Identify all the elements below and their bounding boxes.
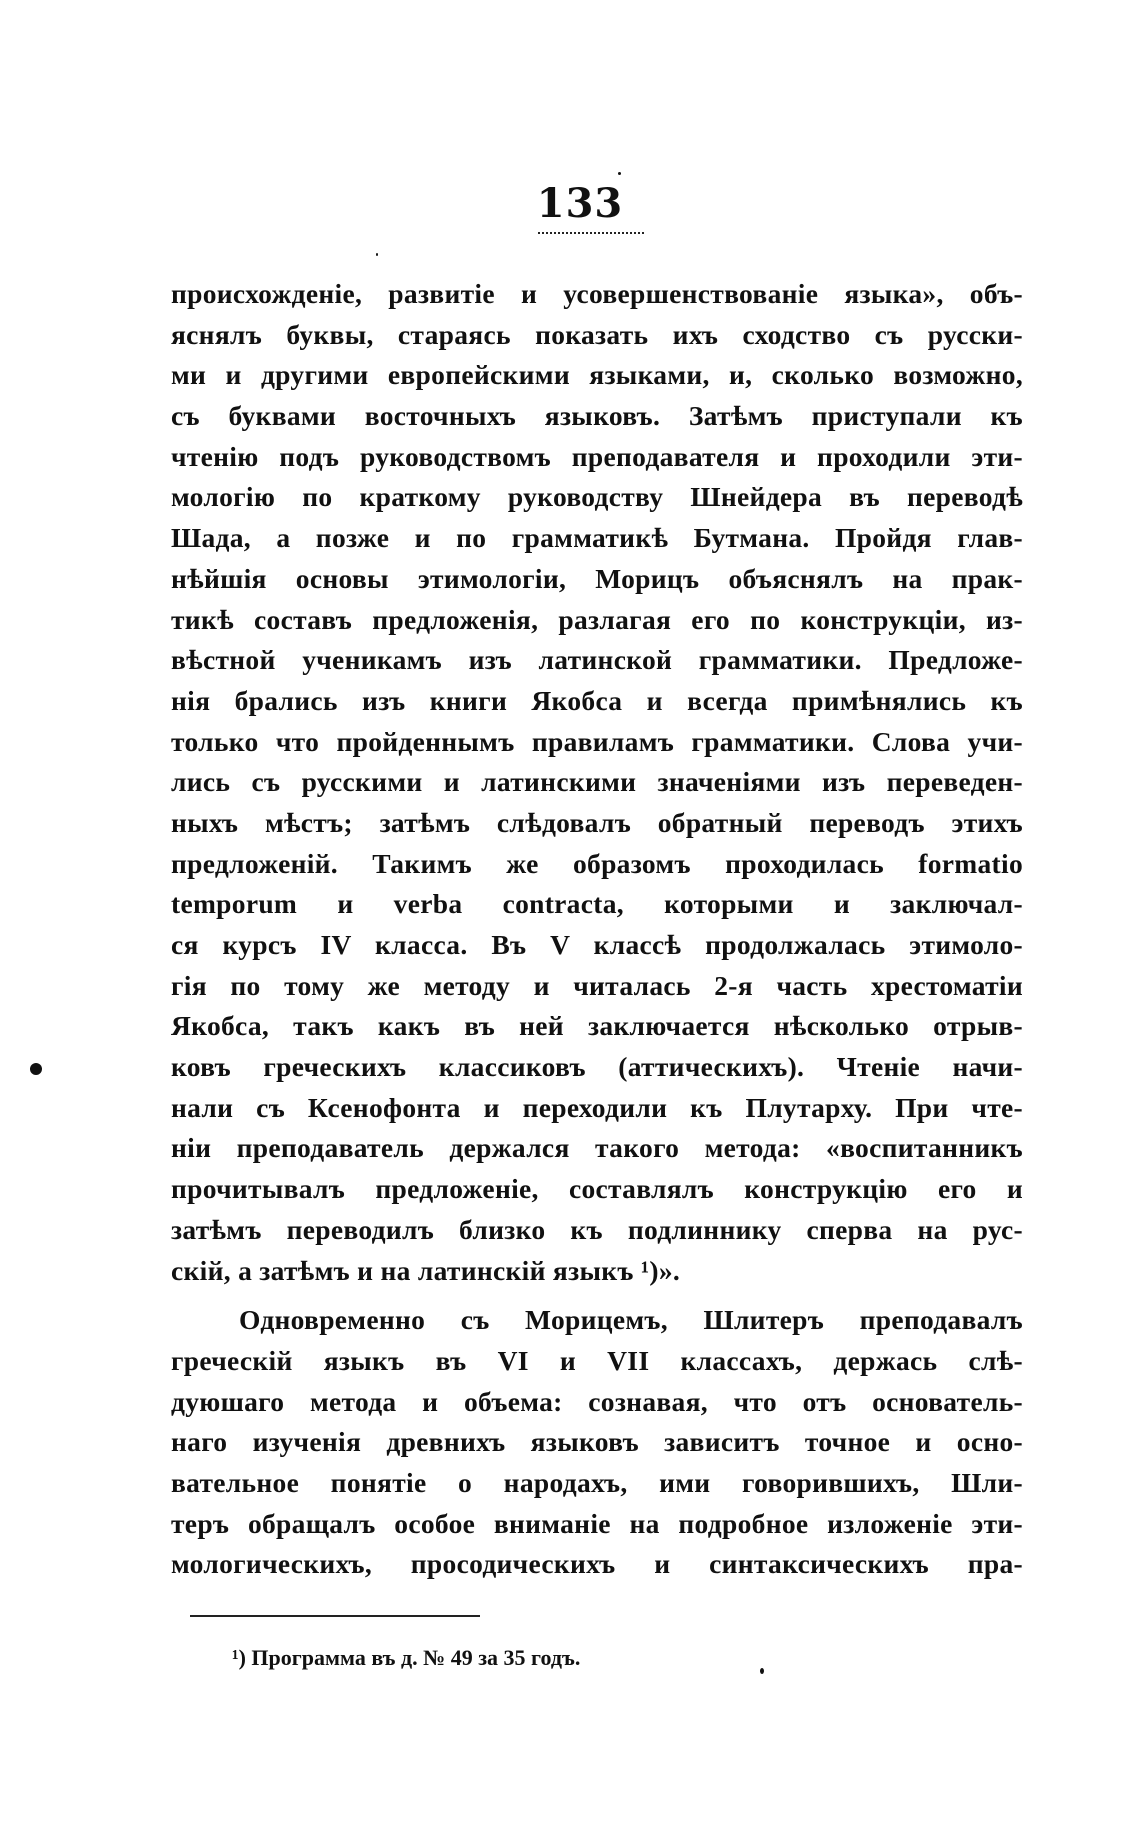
text-line: ковъ греческихъ классиковъ (аттическихъ). Чтеніе начи-	[171, 1051, 1023, 1083]
text-line: Якобса, такъ какъ въ ней заключается нѣсколько отрыв-	[171, 1010, 1023, 1042]
text-line: съ буквами восточныхъ языковъ. Затѣмъ приступали къ	[171, 400, 1023, 432]
text-line: ныхъ мѣстъ; затѣмъ слѣдовалъ обратный переводъ этихъ	[171, 806, 1023, 838]
scan-speck	[30, 1063, 42, 1075]
text-line: только что пройденнымъ правиламъ грамматики. Слова учи-	[171, 725, 1023, 757]
text-line: яснялъ буквы, стараясь показать ихъ сходство съ русски-	[171, 318, 1023, 350]
text-line: нали съ Ксенофонта и переходили къ Плутарху. При чте-	[171, 1091, 1023, 1123]
text-line: ся курсъ IV класса. Въ V классѣ продолжалась этимоло-	[171, 929, 1023, 960]
text-line: вательное понятіе о народахъ, ими говорившихъ, Шли-	[171, 1466, 1023, 1498]
text-line: нѣйшія основы этимологіи, Морицъ объяснялъ на прак-	[171, 562, 1023, 594]
text-line: наго изученія древнихъ языковъ зависитъ точное и осно-	[171, 1426, 1023, 1458]
text-line: теръ обращалъ особое вниманіе на подробное изложеніе эти-	[171, 1507, 1023, 1539]
body-text	[171, 274, 1023, 1585]
text-line: скій, а затѣмъ и на латинскій языкъ ¹)».	[171, 1254, 681, 1286]
page-number: 133	[536, 180, 624, 227]
text-line: гія по тому же методу и читалась 2-я часть хрестоматіи	[171, 969, 1023, 1001]
text-line: мологію по краткому руководству Шнейдера въ переводѣ	[171, 481, 1023, 513]
text-line: лись съ русскими и латинскими значеніями изъ переведен-	[171, 766, 1023, 798]
text-line: ми и другими европейскими языками, и, сколько возможно,	[171, 359, 1023, 391]
text-line: ніи преподаватель держался такого метода: «воспитанникъ	[171, 1132, 1023, 1164]
text-line: тикѣ составъ предложенія, разлагая его по конструкціи, из-	[171, 603, 1023, 635]
footnote-rule	[190, 1615, 480, 1617]
footnote: ¹) Программа въ д. № 49 за 35 годъ.	[232, 1645, 581, 1670]
text-line: дуюшаго метода и объема: сознавая, что отъ основатель-	[171, 1385, 1023, 1417]
text-line: затѣмъ переводилъ близко къ подлиннику сперва на рус-	[171, 1213, 1023, 1245]
scan-speck	[760, 1668, 764, 1674]
text-line: вѣстной ученикамъ изъ латинской грамматики. Предложе-	[171, 644, 1023, 676]
scan-speck	[376, 253, 378, 256]
text-line: temporum и verba contracta, которыми и заключал-	[171, 888, 1023, 920]
text-line: Одновременно съ Морицемъ, Шлитеръ преподавалъ	[239, 1304, 1023, 1336]
scan-speck	[618, 172, 621, 175]
text-line: происхожденіе, развитіе и усовершенствованіе языка», объ-	[171, 278, 1023, 309]
page-number-rule	[538, 232, 644, 234]
text-line: мологическихъ, просодическихъ и синтаксическихъ пра-	[171, 1548, 1023, 1580]
text-line: предложеній. Такимъ же образомъ проходилась formatio	[171, 847, 1023, 879]
text-line: Шада, а позже и по грамматикѣ Бутмана. Пройдя глав-	[171, 522, 1023, 554]
text-line: греческій языкъ въ VI и VII классахъ, держась слѣ-	[171, 1344, 1023, 1376]
text-line: прочитывалъ предложеніе, составлялъ конструкцію его и	[171, 1173, 1023, 1205]
text-line: чтенію подъ руководствомъ преподавателя и проходили эти-	[171, 440, 1023, 472]
text-line: нія брались изъ книги Якобса и всегда примѣнялись къ	[171, 684, 1023, 716]
